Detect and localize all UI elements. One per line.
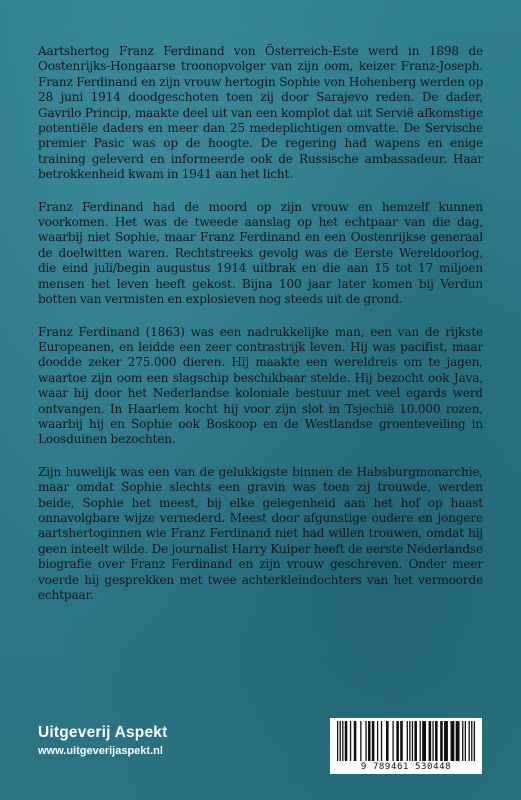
publisher-url: www.uitgeverijaspekt.nl	[38, 745, 163, 757]
barcode-bar	[381, 721, 382, 761]
barcode-bar	[368, 721, 371, 761]
barcode-bar	[342, 721, 343, 761]
barcode-bar	[396, 721, 399, 761]
barcode-bar	[462, 721, 463, 761]
barcode-bar	[377, 721, 378, 761]
barcode-bar	[444, 721, 448, 761]
blurb-paragraph-3: Franz Ferdinand (1863) was een nadrukkelijke man, een van de rijkste Europeanen, en leidde een zeer contrastrijk leven. Hij was pacifist, maar doodde zeker 275.000 dieren. Hij maakte een wereldreis om te jagen, waartoe zijn oom een slagschip beschikbaar stelde. Hij bezocht ook Java, waar hij door het Nederlandse koloniale bestuur met veel egards werd ontvangen. In Haarlem kocht hij voor zijn slot in Tsjechië 10.000 rozen, waarbij hij en Sophie ook Boskoop en de Westlandse groenteveiling in Loosduinen bezochten.	[38, 324, 483, 447]
publisher-name: Uitgeverij Aspekt	[38, 724, 168, 741]
barcode-bar	[337, 721, 338, 761]
barcode-bar	[451, 721, 455, 761]
barcode-bar	[412, 721, 413, 761]
barcode-bar	[465, 721, 466, 761]
barcode-bar	[360, 721, 361, 761]
barcode-bar	[350, 721, 351, 761]
barcode-bar	[372, 721, 375, 761]
barcode-bar	[474, 721, 475, 761]
barcode-bar	[340, 721, 341, 761]
barcode-bar	[420, 721, 421, 761]
barcode-bar	[414, 721, 417, 761]
back-cover-blurb	[38, 44, 483, 620]
barcode-bar	[422, 721, 426, 761]
barcode-bar	[407, 721, 408, 761]
barcode-bar	[469, 721, 470, 761]
barcode-bar	[386, 721, 389, 761]
isbn-barcode	[330, 718, 482, 774]
blurb-paragraph-1: Aartshertog Franz Ferdinand von Österreich-Este werd in 1898 de Oostenrijks-Hongaarse troonopvolger van zijn oom, keizer Franz-Joseph. Franz Ferdinand en zijn vrouw hertogin Sophie von Hohenberg werden op 28 juni 1914 doodgeschoten toen zij door Sarajevo reden. De dader, Gavrilo Princip, maakte deel uit van een komplot dat uit Servië afkomstige potentiële daders en meer dan 25 medeplichtigen omvatte. De Servische premier Pasic was op de hoogte. De regering had wapens en enige training geleverd en informeerde ook de Russische ambassadeur. Haar betrokkenheid kwam in 1941 aan het licht.	[38, 44, 483, 182]
barcode-bar	[440, 721, 443, 761]
barcode-digits: 9 789461 530448	[360, 762, 452, 772]
barcode-bar	[429, 721, 432, 761]
blurb-paragraph-2: Franz Ferdinand had de moord op zijn vrouw en hemzelf kunnen voorkomen. Het was de tweede aanslag op het echtpaar van die dag, waarbij niet Sophie, maar Franz Ferdinand en een Oostenrijkse generaal de doelwitten waren. Rechtstreeks gevolg was de Eerste Wereldoorlog, die eind juli/begin augustus 1914 uitbrak en die aan 15 tot 17 miljoen mensen het leven heeft gekost. Bijna 100 jaar later komen bij Verdun botten van vermisten en explosieven nog steeds uit de grond.	[38, 199, 483, 307]
publisher-block	[38, 724, 167, 758]
barcode-bar	[409, 721, 410, 761]
blurb-paragraph-4: Zijn huwelijk was een van de gelukkigste binnen de Habsburgmonarchie, maar omdat Sophie slechts een gravin was toen zij trouwde, werden beide, Sophie het meest, bij elke gelegenheid aan het hof op haast onnavolgbare wijze vernederd. Meest door afgunstige oudere en jongere aartshertoginnen wie Franz Ferdinand niet had willen trouwen, omdat hij geen inteelt wilde. De journalist Harry Kuiper heeft de eerste Nederlandse biografie over Franz Ferdinand en zijn vrouw geschreven. Onder meer voerde hij gesprekken met twee achterkleindochters van het vermoorde echtpaar.	[38, 464, 483, 602]
barcode-bars	[336, 721, 476, 761]
barcode-bar	[400, 721, 403, 761]
barcode-bar	[392, 721, 393, 761]
barcode-bar	[456, 721, 460, 761]
barcode-bar	[345, 721, 348, 761]
barcode-bar	[432, 721, 433, 761]
barcode-bar	[354, 721, 357, 761]
barcode-bar	[365, 721, 366, 761]
barcode-bar	[471, 721, 472, 761]
barcode-bar	[435, 721, 438, 761]
